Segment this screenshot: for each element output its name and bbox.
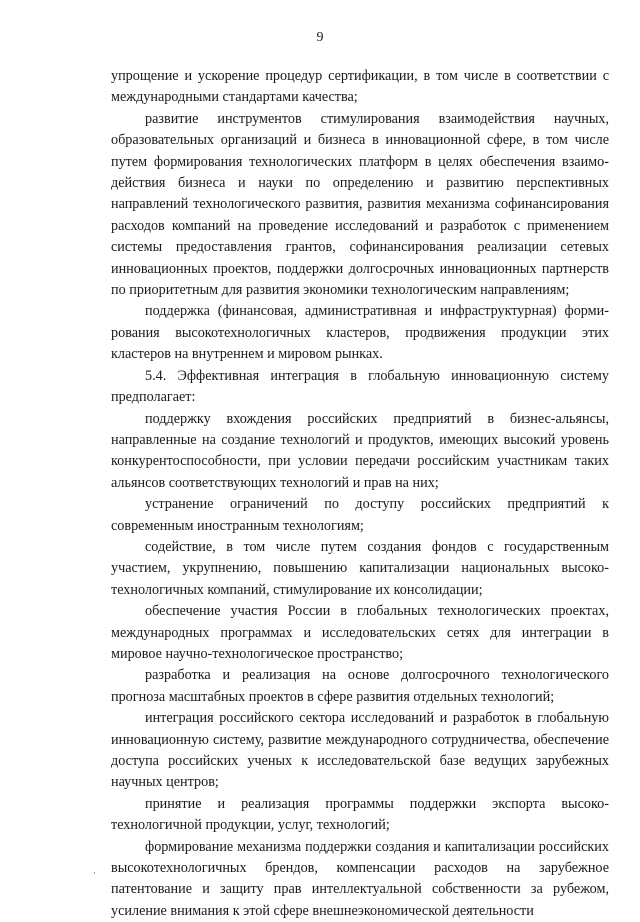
paragraph: устранение ограничений по доступу российских предприятий к современным иностранным технологиям; — [111, 496, 609, 534]
paragraph: развитие инструментов стимулирования взаимодействия научных, образовательных организаций и бизнеса в инновационной сфере, в том числе путем формирования технологических платформ в целях обеспечения взаимодействия бизнеса и науки по определению и развитию перспективных направлений технологического развития, развития механизма софинансирования расходов компаний на проведение исследований и разработок с применением системы предоставления грантов, софинансирования реализации сетевых инновационных проектов, поддержки долгосрочных инновационных партнерств по приоритетным для развития экономики технологическим направлениям; — [111, 110, 609, 299]
scan-artifact — [94, 872, 95, 874]
paragraph: обеспечение участия России в глобальных технологических проектах, международных программах и исследовательских сетях для интеграции в мировое научно-технологическое пространство; — [111, 603, 609, 662]
paragraph: принятие и реализация программы поддержки экспорта высокотехнологичной продукции, услуг, технологий; — [111, 795, 609, 834]
paragraph: поддержку вхождения российских предприятий в бизнес-альянсы, направленные на создание технологий и продуктов, имеющих высокий уровень конкурентоспособности, при условии передачи российским участникам таких альянсов соответствующих технологий и прав на них; — [111, 410, 609, 491]
paragraph: поддержка (финансовая, административная и инфраструктурная) формирования высокотехнологичных кластеров, продвижения продукции этих кластеров на внутреннем и мировом рынках. — [111, 303, 609, 363]
paragraph-continuation: упрощение и ускорение процедур сертификации, в том числе в соответствии с международными стандартами качества; — [111, 68, 609, 106]
section-heading-paragraph: 5.4. Эффективная интеграция в глобальную инновационную систему предполагает: — [111, 367, 609, 406]
page-number: 9 — [316, 30, 324, 45]
paragraph: интеграция российского сектора исследований и разработок в глобальную инновационную систему, развитие международного сотрудничества, обеспечение доступа российских ученых к исследовательской базе ведущих зарубежных научных центров; — [111, 710, 609, 791]
paragraph: формирование механизма поддержки создания и капитализации российских высокотехнологичных брендов, компенсации расходов на зарубежное патентование и защиту прав интеллектуальной собственности за рубежом, усиление внимания к этой сфере внешнеэкономической деятельности — [111, 838, 609, 919]
paragraph: содействие, в том числе путем создания фондов с государственным участием, укрупнению, повышению капитализации национальных высокотехнологичных компаний, стимулирование их консолидации; — [111, 538, 609, 598]
paragraph: разработка и реализация на основе долгосрочного технологического прогноза масштабных проектов в сфере развития отдельных технологий; — [111, 667, 609, 705]
document-body — [111, 66, 609, 922]
